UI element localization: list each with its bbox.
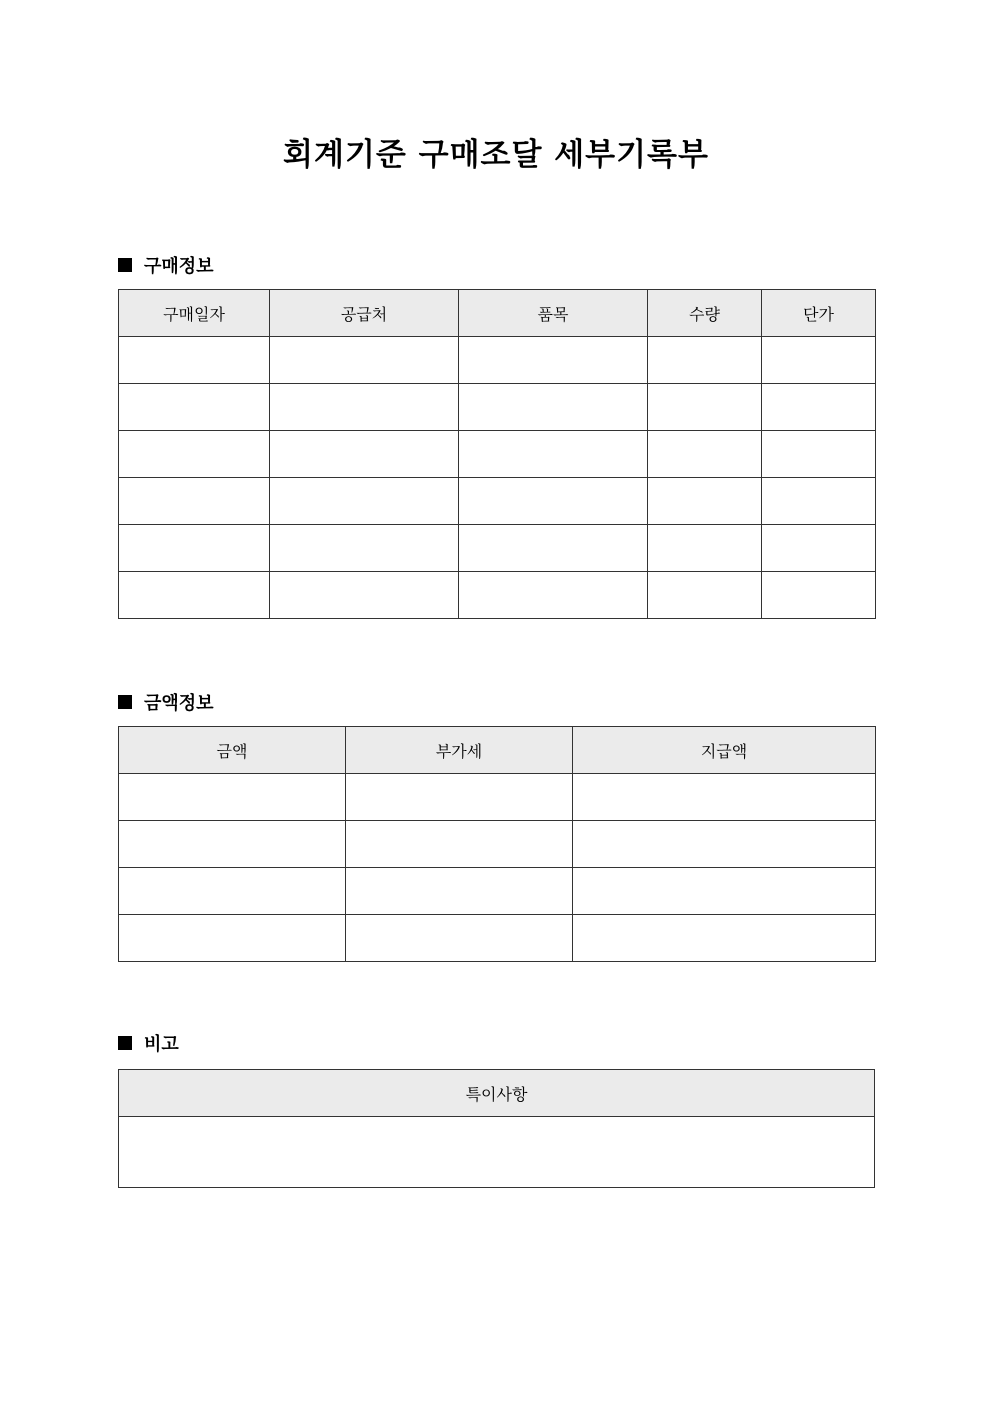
column-header-vat: 부가세 xyxy=(346,727,573,774)
table-row xyxy=(119,572,876,619)
section-heading-label: 금액정보 xyxy=(144,693,214,714)
table-cell[interactable] xyxy=(762,431,876,478)
remarks-table xyxy=(118,1069,875,1188)
table-cell[interactable] xyxy=(119,774,346,821)
table-row xyxy=(119,868,876,915)
column-header-special-notes: 특이사항 xyxy=(119,1070,875,1117)
table-cell[interactable] xyxy=(459,572,648,619)
section-heading-amount xyxy=(118,690,214,714)
section-heading-label: 구매정보 xyxy=(144,256,214,277)
table-row xyxy=(119,1117,875,1188)
purchase-table xyxy=(118,289,876,619)
table-cell[interactable] xyxy=(119,431,270,478)
table-header-row xyxy=(119,1070,875,1117)
notes-cell[interactable] xyxy=(119,1117,875,1188)
table-cell[interactable] xyxy=(573,915,876,962)
page-title: 회계기준 구매조달 세부기록부 xyxy=(283,137,709,173)
table-cell[interactable] xyxy=(119,572,270,619)
table-cell[interactable] xyxy=(762,478,876,525)
table-cell[interactable] xyxy=(119,525,270,572)
table-cell[interactable] xyxy=(119,384,270,431)
table-cell[interactable] xyxy=(648,337,762,384)
square-bullet-icon xyxy=(118,695,132,709)
table-cell[interactable] xyxy=(459,337,648,384)
table-header-row xyxy=(119,727,876,774)
table-cell[interactable] xyxy=(762,525,876,572)
section-heading-purchase xyxy=(118,253,214,277)
table-cell[interactable] xyxy=(270,478,459,525)
table-cell[interactable] xyxy=(648,525,762,572)
table-cell[interactable] xyxy=(270,572,459,619)
table-cell[interactable] xyxy=(346,774,573,821)
table-cell[interactable] xyxy=(762,384,876,431)
table-cell[interactable] xyxy=(459,478,648,525)
table-cell[interactable] xyxy=(573,868,876,915)
column-header-purchase-date: 구매일자 xyxy=(119,290,270,337)
table-cell[interactable] xyxy=(119,478,270,525)
table-cell[interactable] xyxy=(648,478,762,525)
column-header-payment: 지급액 xyxy=(573,727,876,774)
table-cell[interactable] xyxy=(648,384,762,431)
table-row xyxy=(119,774,876,821)
table-cell[interactable] xyxy=(270,337,459,384)
table-cell[interactable] xyxy=(119,915,346,962)
table-cell[interactable] xyxy=(648,431,762,478)
table-row xyxy=(119,525,876,572)
table-cell[interactable] xyxy=(270,431,459,478)
table-cell[interactable] xyxy=(762,337,876,384)
table-header-row xyxy=(119,290,876,337)
column-header-quantity: 수량 xyxy=(648,290,762,337)
table-row xyxy=(119,478,876,525)
table-cell[interactable] xyxy=(648,572,762,619)
table-cell[interactable] xyxy=(346,915,573,962)
table-cell[interactable] xyxy=(346,821,573,868)
square-bullet-icon xyxy=(118,258,132,272)
table-row xyxy=(119,915,876,962)
section-heading-label: 비고 xyxy=(144,1034,179,1055)
table-row xyxy=(119,431,876,478)
table-cell[interactable] xyxy=(346,868,573,915)
table-cell[interactable] xyxy=(270,384,459,431)
table-cell[interactable] xyxy=(762,572,876,619)
column-header-amount: 금액 xyxy=(119,727,346,774)
column-header-item: 품목 xyxy=(459,290,648,337)
table-cell[interactable] xyxy=(459,431,648,478)
table-cell[interactable] xyxy=(573,774,876,821)
table-cell[interactable] xyxy=(459,384,648,431)
table-row xyxy=(119,821,876,868)
table-cell[interactable] xyxy=(119,337,270,384)
table-cell[interactable] xyxy=(573,821,876,868)
table-cell[interactable] xyxy=(270,525,459,572)
table-cell[interactable] xyxy=(459,525,648,572)
column-header-unit-price: 단가 xyxy=(762,290,876,337)
table-cell[interactable] xyxy=(119,821,346,868)
table-cell[interactable] xyxy=(119,868,346,915)
square-bullet-icon xyxy=(118,1036,132,1050)
table-row xyxy=(119,337,876,384)
column-header-supplier: 공급처 xyxy=(270,290,459,337)
table-row xyxy=(119,384,876,431)
amount-table xyxy=(118,726,876,962)
section-heading-remarks xyxy=(118,1031,179,1055)
